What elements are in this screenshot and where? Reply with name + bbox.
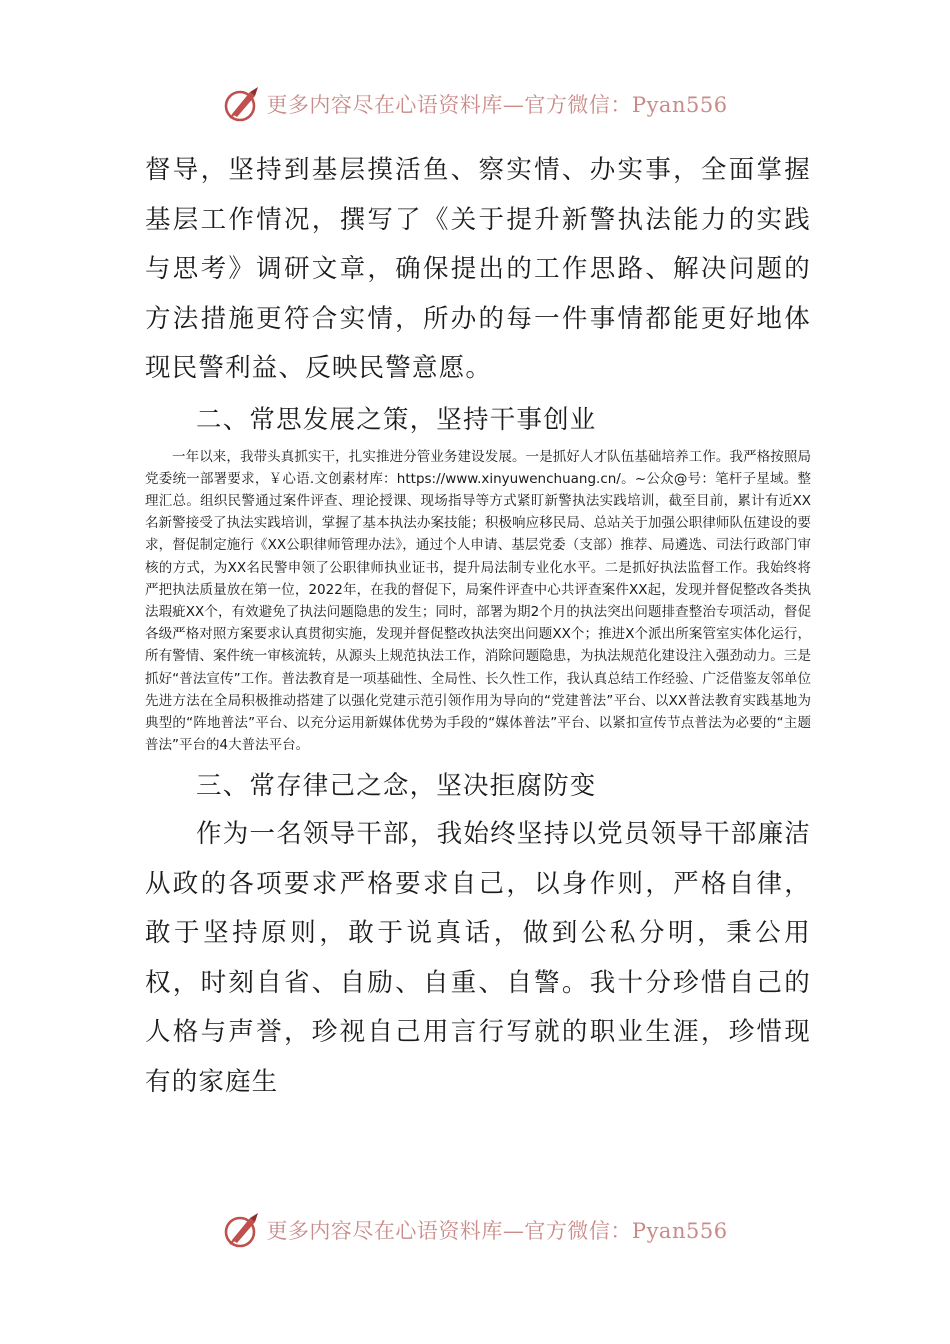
paragraph-continued: 督导，坚持到基层摸活鱼、察实情、办实事，全面掌握基层工作情况，撰写了《关于提升新警执法能力的实践与思考》调研文章，确保提出的工作思路、解决问题的方法措施更符合实情，所办的每一件事情都能更好地体现民警利益、反映民警意愿。 bbox=[145, 155, 811, 383]
header-watermark-banner bbox=[0, 80, 950, 128]
footer-watermark-text: 更多内容尽在心语资料库—官方微信：Pyan556 bbox=[266, 1219, 728, 1243]
footer-watermark-banner bbox=[0, 1206, 950, 1254]
pen-nib-logo-icon bbox=[222, 1210, 262, 1250]
paragraph-section-3: 作为一名领导干部，我始终坚持以党员领导干部廉洁从政的各项要求严格要求自己，以身作则，严格自律，敢于坚持原则，敢于说真话，做到公私分明，秉公用权，时刻自省、自励、自重、自警。我十分珍惜自己的人格与声誉，珍视自己用言行写就的职业生涯，珍惜现有的家庭生 bbox=[145, 819, 811, 1097]
pen-nib-logo-icon bbox=[222, 84, 262, 124]
section-heading-3: 三、常存律己之念，坚决拒腐防变 bbox=[196, 771, 597, 802]
section-heading-2: 二、常思发展之策，坚持干事创业 bbox=[196, 404, 597, 435]
header-watermark-text: 更多内容尽在心语资料库—官方微信：Pyan556 bbox=[266, 93, 728, 117]
document-body bbox=[145, 146, 811, 1107]
paragraph-section-2: 一年以来，我带头真抓实干，扎实推进分管业务建设发展。一是抓好人才队伍基础培养工作。我严格按照局党委统一部署要求，￥心语.文创素材库：https://www.xinyuwenchuang.cn/。~公众@号：笔杆子星域。整理汇总。组织民警通过案件评查、理论授课、现场指导等方式紧盯新警执法实践培训，截至目前，累计有近XX名新警接受了执法实践培训，掌握了基本执法办案技能；积极响应移民局、总站关于加强公职律师队伍建设的要求，督促制定施行《XX公职律师管理办法》，通过个人申请、基层党委（支部）推荐、局遴选、司法行政部门审核的方式，为XX名民警申领了公职律师执业证书，提升局法制专业化水平。二是抓好执法监督工作。我始终将严把执法质量放在第一位，2022年，在我的督促下，局案件评查中心共评查案件XX起，发现并督促整改各类执法瑕疵XX个，有效避免了执法问题隐患的发生；同时，部署为期2个月的执法突出问题排查整治专项活动，督促各级严格对照方案要求认真贯彻实施，发现并督促整改执法突出问题XX个；推进X个派出所案管室实体化运行，所有警情、案件统一审核流转，从源头上规范执法工作，消除问题隐患，为执法规范化建设注入强劲动力。三是抓好“普法宣传”工作。普法教育是一项基础性、全局性、长久性工作，我认真总结工作经验、广泛借鉴友邻单位先进方法在全局积极推动搭建了以强化党建示范引领作用为导向的“党建普法”平台、以XX普法教育实践基地为典型的“阵地普法”平台、以充分运用新媒体优势为手段的“媒体普法”平台、以紧扣宣传节点普法为必要的“主题普法”平台的4大普法平台。 bbox=[145, 448, 811, 754]
